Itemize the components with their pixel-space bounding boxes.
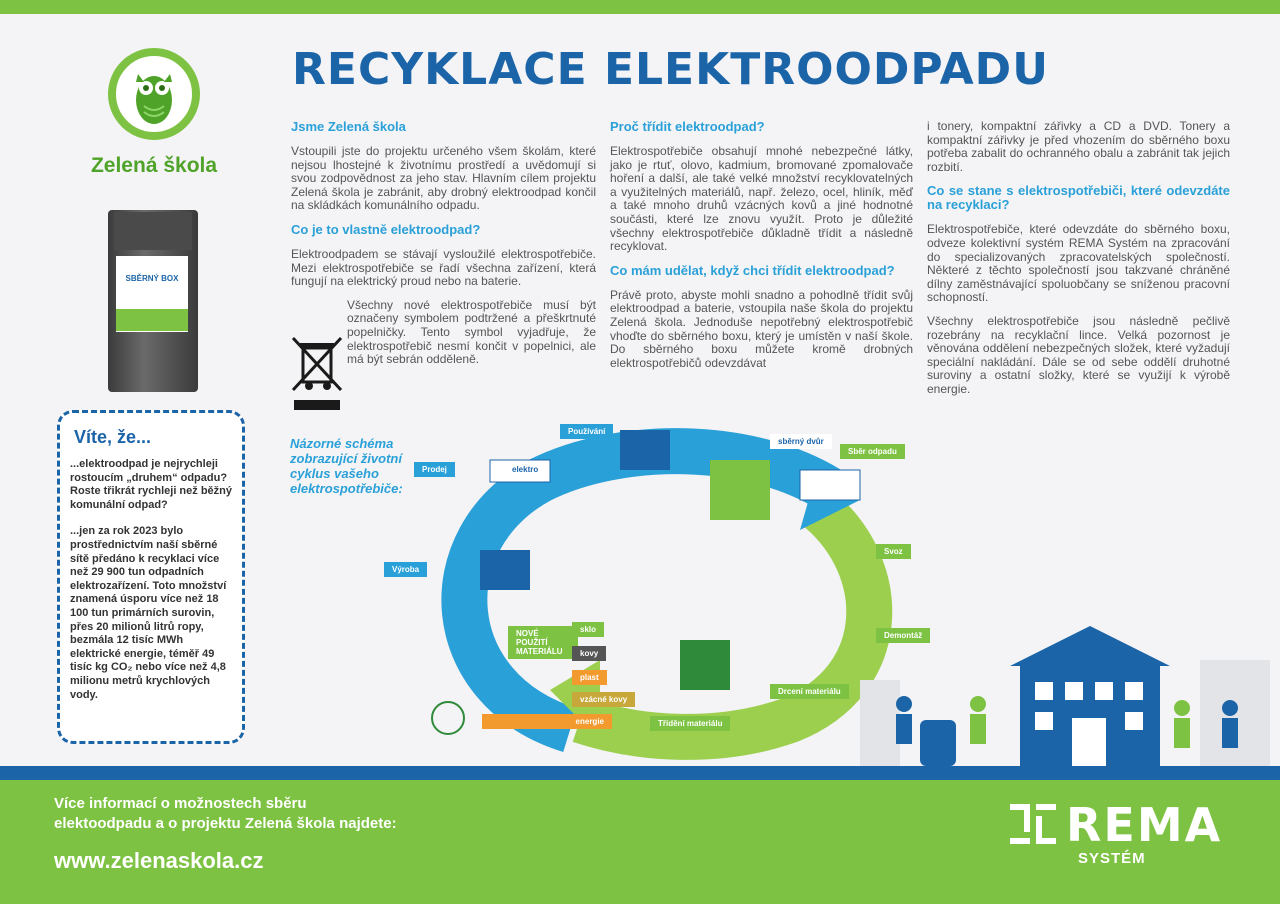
stage-demontaz: Demontáž [876,628,930,643]
stage-drceni: Drcení materiálu [770,684,849,699]
shop-sign: elektro [504,462,546,477]
material-energie: energie [482,714,612,729]
text-co-je-elektroodpad: Elektroodpadem se stávají vysloužilé elektrospotřebiče. Mezi elektrospotřebiče se řadí všechna zařízení, která fungují na elektrický proud nebo na baterie. [291,246,596,289]
text-rozebrani: Všechny elektrospotřebiče jsou následně pečlivě rozebrány na recyklační lince. Velká pozornost je věnována oddělení nebezpečných složek, které vyžadují speciální nakládání. Dále se od sebe oddělí druhotné suroviny a ostatní složky, které se využijí k výrobě energie. [927,313,1230,396]
heading-proc-tridit: Proč třídit elektroodpad? [610,119,765,134]
heading-co-je-elektroodpad: Co je to vlastně elektroodpad? [291,221,481,237]
material-vzacne-kovy: vzácné kovy [572,692,635,707]
school-illustration [860,600,1280,766]
text-symbol: Všechny nové elektrospotřebiče musí být označeny symbolem podtržené a přeškrtnuté popelničky. Tento symbol vyjadřuje, že elektrospotřebič nesmí končit v popelnici, ale má být sebrán odděleně. [347,297,596,367]
column-2 [610,120,913,380]
stage-pouzivani: Používání [560,424,613,439]
owl-icon [108,48,200,140]
heading-co-se-stane: Co se stane s elektrospotřebiči, které odevzdáte na recyklaci? [927,183,1230,213]
top-band [0,0,1280,14]
material-plast: plast [572,670,607,685]
footer-line-1: Více informací o možnostech sběru [54,795,307,812]
rema-name: REMA [1066,798,1223,852]
did-you-know-text-1: ...elektroodpad je nejrychleji rostoucím „druhem“ odpadu? Roste třikrát rychleji než běžný komunální odpad? [70,458,232,511]
collection-box-image [108,210,198,392]
stage-prodej: Prodej [414,462,455,477]
lifecycle-diagram [392,420,923,760]
footer-line-2: elektoodpadu a o projektu Zelená škola najdete: [54,815,397,832]
did-you-know-heading: Víte, že... [74,427,152,447]
crossed-bin-icon [291,334,343,414]
page-title: RECYKLACE ELEKTROODPADU [292,44,1049,95]
rema-mark-icon [1010,804,1056,844]
stage-nove-pouziti: NOVÉ POUŽITÍ MATERIÁLU [508,626,578,659]
schema-title: Názorné schéma zobrazující životní cyklus vašeho elektrospotřebiče: [290,436,403,496]
heading-co-mam-udelat: Co mám udělat, když chci třídit elektroodpad? [610,262,895,278]
bin-label: SBĚRNÝ BOX [125,274,179,283]
did-you-know-text-2: ...jen za rok 2023 bylo prostřednictvím naší sběrné sítě předáno k recyklaci více než 29 900 tun odpadních elektrozařízení. Toto množství znamená úsporu více než 18 100 tun primárních surovin, přes 20 milionů litrů ropy, bezmála 12 tisíc MWh elektrické energie, téměř 49 tisíc kg CO₂ nebo více než 4,8 milionu metrů krychlových vody. [70,525,227,701]
yard-sign: sběrný dvůr [770,434,832,449]
cycle-arrows [420,420,920,760]
website-link[interactable]: www.zelenaskola.cz [54,848,264,873]
footer [0,780,1280,904]
footer-band [0,766,1280,780]
heading-jsme-zelena-skola: Jsme Zelená škola [291,119,406,134]
text-jsme-zelena-skola: Vstoupili jste do projektu určeného všem školám, které nejsou lhostejné k životnímu prostředí a uvědomují si svou zodpovědnost za jeho stav. Hlavním cílem projektu Zelená škola je zabránit, aby drobný elektroodpad končil na skládkách komunálního odpadu. [291,144,596,213]
stage-trideni: Třídění materiálu [650,716,730,731]
text-co-mam-udelat: Právě proto, abyste mohli snadno a pohodlně třídit svůj elektroodpad a baterie, vstoupila naše škola do projektu Zelená škola. Jednoduše nepotřebný elektrospotřebič vhoďte do sběrného boxu, který je umístěn v naší škole. Do sběrného boxu můžete kromě drobných elektrospotřebičů odevzdávat [610,287,913,370]
rema-subtitle: SYSTÉM [1078,850,1146,867]
stage-svoz: Svoz [876,544,911,559]
material-sklo: sklo [572,622,604,637]
text-proc-tridit: Elektrospotřebiče obsahují mnohé nebezpečné látky, jako je rtuť, olovo, kadmium, bromované zpomalovače hoření a další, ale také velké množství recyklovatelných a využitelných materiálů, např. železo, ocel, hliník, měď a také mnoho druhů vzácných kovů a jiné hodnotné součásti, které lze znovu využít. Proto je důležité všechny elektrospotřebiče důkladně třídit a následně recyklovat. [610,144,913,254]
zelena-skola-logo [84,48,224,178]
material-kovy: kovy [572,646,606,661]
logo-name: Zelená škola [90,154,218,177]
did-you-know-box [57,410,245,744]
stage-sber: Sběr odpadu [840,444,905,459]
text-tonery: i tonery, kompaktní zářivky a CD a DVD. Tonery a kompaktní zářivky je před vhozením do sběrného boxu potřeba zabalit do ochranného obalu a zabránit tak jejich rozbití. [927,119,1230,174]
column-3 [927,120,1230,407]
footer-info [54,794,397,834]
stage-vyroba: Výroba [384,562,427,577]
text-co-se-stane: Elektrospotřebiče, které odevzdáte do sběrného boxu, odveze kolektivní systém REMA Systém na zpracování do specializovaných zpracovatelských společností. Některé z těchto společností jsou takzvané chráněné dílny zaměstnávající spoluobčany se sníženou pracovní schopností. [927,222,1230,305]
